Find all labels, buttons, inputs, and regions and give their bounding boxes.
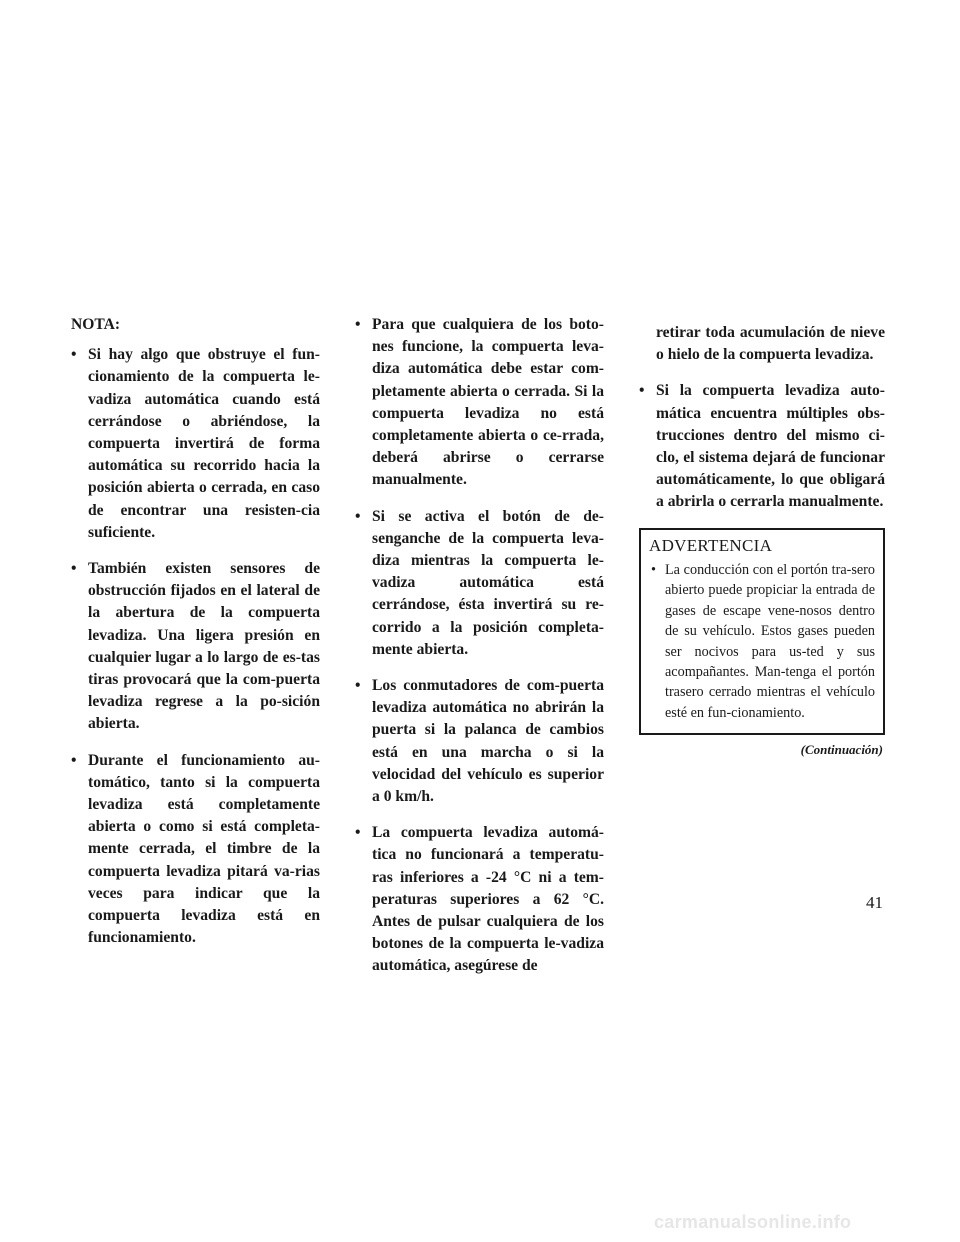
bullet-icon: • [71,346,77,364]
bullet-list [355,314,604,978]
bullet-icon: • [355,507,361,525]
page-number: 41 [866,893,883,912]
bullet-list [639,322,885,514]
list-item [355,506,604,661]
list-item [355,822,604,977]
warning-text: La conducción con el portón tra-sero abierto puede propiciar la entrada de gases de escape vene-nosos dentro de su vehículo. Estos gases pueden ser nocivos para us-ted y sus acompañantes. Man-tenga el portón trasero cerrado mientras el vehículo esté en fun-cionamiento. [665,562,875,721]
bullet-icon: • [639,382,645,400]
continued-list-item [639,322,885,366]
warning-list [649,560,875,723]
warning-box [639,528,885,736]
note-bullet-list [71,344,320,949]
continued-text: retirar toda acumulación de nieve o hielo de la compuerta levadiza. [656,324,885,364]
list-item [71,558,320,736]
list-item-text: La compuerta levadiza automá-tica no funcionará a temperatu-ras inferiores a -24 °C ni a tem-peraturas superiores a 62 °C. Antes de pulsar cualquiera de los botones de la compuerta le-vadiza automática, asegúrese de [372,824,604,975]
list-item [71,344,320,544]
list-item-text: Los conmutadores de com-puerta levadiza automática no abrirán la puerta si la palanca de cambios está en una marcha o si la velocidad del vehículo es superior a 0 km/h. [372,677,604,806]
warning-item [649,560,875,723]
list-item-text: También existen sensores de obstrucción fijados en el lateral de la abertura de la compuerta levadiza. Una ligera presión en cualquier lugar a lo largo de es-tas tiras provocará que la com-puerta levadiza regrese a la po-sición abierta. [88,560,320,733]
list-item [71,750,320,950]
list-item [355,314,604,492]
list-item [639,380,885,513]
column-2 [355,314,604,992]
watermark: carmanualsonline.info [654,1212,852,1232]
bullet-icon: • [355,824,361,842]
column-3 [639,322,885,761]
bullet-icon: • [355,677,361,695]
list-item-text: Durante el funcionamiento au-tomático, tanto si la compuerta levadiza está completamente abierta o como si está completa-mente cerrada, el timbre de la compuerta levadiza pitará va-rias veces para indicar que la compuerta levadiza está en funcionamiento. [88,751,320,947]
bullet-icon: • [355,316,361,333]
continuation-label: (Continuación) [800,742,883,758]
bullet-icon: • [71,751,77,769]
bullet-icon: • [71,560,77,578]
list-item-text: Si se activa el botón de de-senganche de la compuerta leva-diza mientras la compuerta le-vadiza automática está cerrándose, ésta invertirá su re-corrido a la posición completa-mente abierta. [372,507,604,658]
column-1 [71,314,320,963]
bullet-icon: • [651,562,656,579]
note-heading: NOTA: [71,316,121,333]
list-item-text: Si hay algo que obstruye el fun-cionamiento de la compuerta le-vadiza automática cuando está cerrándose o abriéndose, la compuerta invertirá de forma automática su recorrido hacia la posición abierta o cerrada, en caso de encontrar una resisten-cia suficiente. [88,346,320,541]
list-item-text: Si la compuerta levadiza auto-mática encuentra múltiples obs-trucciones dentro del mismo ci-clo, el sistema dejará de funcionar automáticamente, lo que obligará a abrirla o cerrarla manualmente. [656,382,885,511]
list-item-text: Para que cualquiera de los boto-nes funcione, la compuerta leva-diza automática debe estar com-pletamente abierta o cerrada. Si la compuerta levadiza no está completamente abierta o ce-rrada, deberá abrirse o cerrarse manualmente. [372,316,604,489]
list-item [355,675,604,808]
warning-title: ADVERTENCIA [649,535,773,555]
